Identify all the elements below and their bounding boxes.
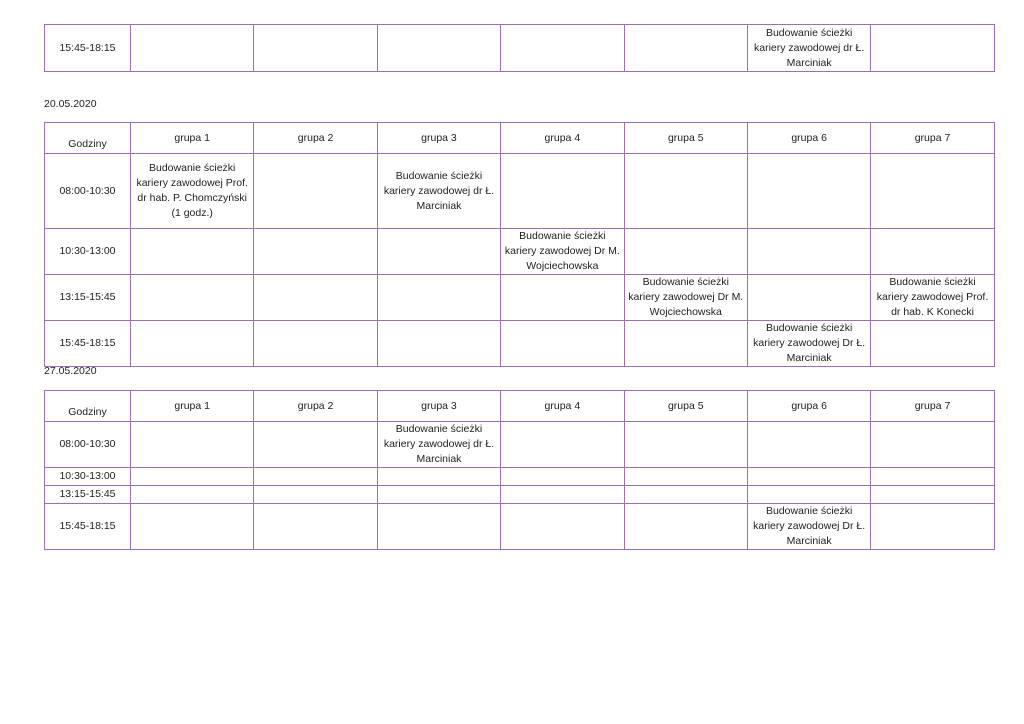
table-row [45, 504, 995, 550]
column-header: Godziny [45, 391, 131, 422]
time-slot-cell: 10:30-13:00 [45, 229, 131, 275]
time-slot-cell: 15:45-18:15 [45, 25, 131, 72]
table-row [45, 422, 995, 468]
column-header: grupa 1 [131, 391, 254, 422]
schedule-cell [254, 275, 377, 321]
schedule-cell [254, 321, 377, 367]
schedule-cell [131, 504, 254, 550]
time-slot-cell: 10:30-13:00 [45, 468, 131, 486]
column-header: grupa 6 [747, 123, 870, 154]
schedule-cell [501, 25, 624, 72]
schedule-cell: Budowanie ścieżki kariery zawodowej Dr M. Wojciechowska [501, 229, 624, 275]
time-slot-cell: 13:15-15:45 [45, 486, 131, 504]
schedule-cell [377, 486, 500, 504]
schedule-cell [254, 422, 377, 468]
schedule-cell: Budowanie ścieżki kariery zawodowej dr Ł. Marciniak [377, 154, 500, 229]
table-header-row [45, 391, 995, 422]
column-header: grupa 6 [747, 391, 870, 422]
schedule-cell: Budowanie ścieżki kariery zawodowej dr Ł. Marciniak [747, 25, 870, 72]
schedule-cell [624, 504, 747, 550]
schedule-cell [501, 154, 624, 229]
schedule-table-2705 [44, 390, 995, 550]
schedule-cell [377, 504, 500, 550]
schedule-cell [871, 468, 994, 486]
schedule-cell: Budowanie ścieżki kariery zawodowej Prof. dr hab. K Konecki [871, 275, 994, 321]
schedule-cell [871, 25, 994, 72]
schedule-cell [624, 229, 747, 275]
schedule-cell [254, 486, 377, 504]
schedule-cell [377, 25, 500, 72]
column-header: grupa 4 [501, 123, 624, 154]
schedule-cell: Budowanie ścieżki kariery zawodowej dr Ł. Marciniak [377, 422, 500, 468]
schedule-cell [871, 229, 994, 275]
schedule-cell [377, 275, 500, 321]
schedule-cell [254, 25, 377, 72]
schedule-cell [131, 321, 254, 367]
column-header: grupa 3 [377, 391, 500, 422]
schedule-cell [131, 25, 254, 72]
schedule-table-top [44, 24, 995, 72]
schedule-cell [131, 422, 254, 468]
schedule-cell [871, 504, 994, 550]
time-slot-cell: 15:45-18:15 [45, 321, 131, 367]
schedule-cell [747, 229, 870, 275]
schedule-cell [501, 486, 624, 504]
schedule-table-2005 [44, 122, 995, 367]
schedule-cell [131, 486, 254, 504]
table-row [45, 468, 995, 486]
schedule-cell [131, 229, 254, 275]
column-header: grupa 7 [871, 123, 994, 154]
schedule-cell [254, 468, 377, 486]
schedule-cell [377, 229, 500, 275]
column-header: Godziny [45, 123, 131, 154]
table-row [45, 321, 995, 367]
time-slot-cell: 08:00-10:30 [45, 154, 131, 229]
table-row [45, 275, 995, 321]
column-header: grupa 1 [131, 123, 254, 154]
schedule-cell [131, 275, 254, 321]
column-header: grupa 2 [254, 391, 377, 422]
schedule-cell: Budowanie ścieżki kariery zawodowej Dr Ł. Marciniak [747, 504, 870, 550]
schedule-cell: Budowanie ścieżki kariery zawodowej Dr M. Wojciechowska [624, 275, 747, 321]
schedule-cell [871, 321, 994, 367]
schedule-cell [254, 154, 377, 229]
date-heading: 20.05.2020 [44, 98, 97, 110]
column-header: grupa 7 [871, 391, 994, 422]
table-header-row [45, 123, 995, 154]
column-header: grupa 5 [624, 123, 747, 154]
schedule-cell [254, 504, 377, 550]
schedule-cell [747, 154, 870, 229]
time-slot-cell: 13:15-15:45 [45, 275, 131, 321]
table-row [45, 486, 995, 504]
schedule-cell [501, 468, 624, 486]
schedule-cell [871, 422, 994, 468]
schedule-cell [747, 468, 870, 486]
schedule-cell: Budowanie ścieżki kariery zawodowej Prof. dr hab. P. Chomczyński (1 godz.) [131, 154, 254, 229]
column-header: grupa 2 [254, 123, 377, 154]
schedule-cell [747, 486, 870, 504]
schedule-cell [377, 468, 500, 486]
schedule-cell [747, 422, 870, 468]
schedule-cell: Budowanie ścieżki kariery zawodowej Dr Ł. Marciniak [747, 321, 870, 367]
schedule-cell [624, 25, 747, 72]
column-header: grupa 5 [624, 391, 747, 422]
schedule-cell [624, 486, 747, 504]
schedule-cell [624, 468, 747, 486]
schedule-cell [871, 154, 994, 229]
date-heading: 27.05.2020 [44, 365, 97, 377]
table-row [45, 25, 995, 72]
schedule-cell [624, 321, 747, 367]
table-row [45, 154, 995, 229]
schedule-cell [501, 275, 624, 321]
column-header: grupa 4 [501, 391, 624, 422]
schedule-cell [747, 275, 870, 321]
schedule-cell [501, 321, 624, 367]
column-header: grupa 3 [377, 123, 500, 154]
schedule-cell [501, 422, 624, 468]
schedule-cell [501, 504, 624, 550]
time-slot-cell: 15:45-18:15 [45, 504, 131, 550]
schedule-cell [254, 229, 377, 275]
schedule-cell [131, 468, 254, 486]
time-slot-cell: 08:00-10:30 [45, 422, 131, 468]
schedule-cell [624, 154, 747, 229]
table-row [45, 229, 995, 275]
schedule-cell [624, 422, 747, 468]
schedule-cell [377, 321, 500, 367]
schedule-cell [871, 486, 994, 504]
